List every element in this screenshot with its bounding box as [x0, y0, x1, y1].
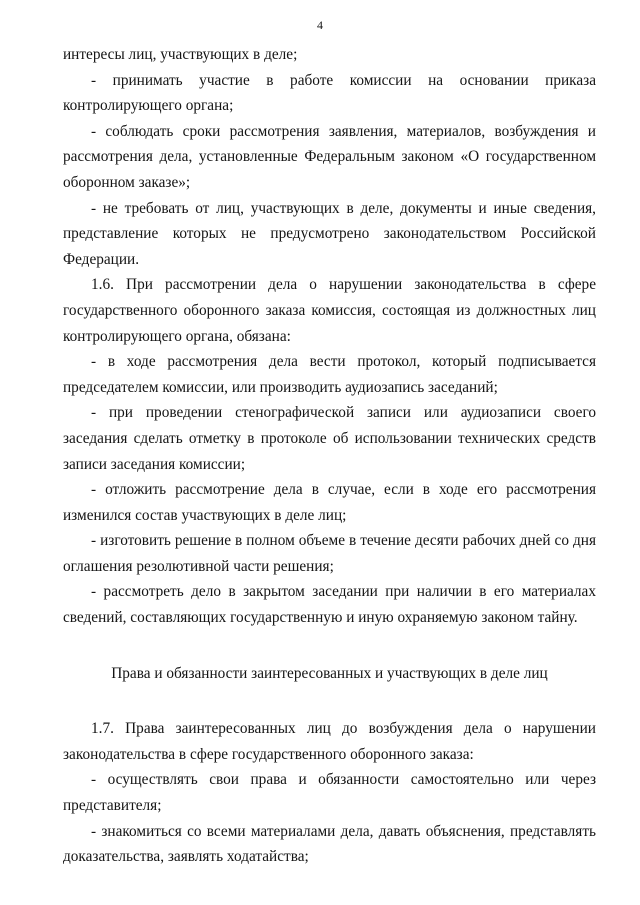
- text-line: изменился состав участвующих в деле лиц;: [63, 506, 347, 524]
- text-line: контролирующего органа;: [63, 97, 234, 115]
- text-line: 1.7. Права заинтересованных лиц до возбуждения дела о нарушении: [91, 720, 596, 738]
- text-line: представителя;: [63, 797, 162, 815]
- text-line: - соблюдать сроки рассмотрения заявления, материалов, возбуждения и: [91, 122, 596, 140]
- text-line: 1.6. При рассмотрении дела о нарушении законодательства в сфере: [91, 276, 596, 294]
- text-line: заседания сделать отметку в протоколе об использовании технических средств: [63, 429, 596, 447]
- text-line: - не требовать от лиц, участвующих в деле, документы и иные сведения,: [91, 199, 596, 217]
- text-line: доказательства, заявлять ходатайства;: [63, 848, 309, 866]
- text-line: - изготовить решение в полном объеме в течение десяти рабочих дней со дня: [91, 532, 596, 550]
- text-line: сведений, составляющих государственную и иную охраняемую законом тайну.: [63, 609, 578, 627]
- text-line: - при проведении стенографической записи или аудиозаписи своего: [91, 404, 596, 422]
- text-line: - принимать участие в работе комиссии на основании приказа: [91, 71, 596, 89]
- body-text-bottom: [63, 716, 596, 870]
- text-line: контролирующего органа, обязана:: [63, 327, 291, 345]
- text-line: рассмотрения дела, установленные Федеральным законом «О государственном: [63, 148, 596, 166]
- page-number: 4: [317, 18, 323, 32]
- text-line: законодательства в сфере государственного оборонного заказа:: [63, 745, 474, 763]
- text-line: представление которых не предусмотрено законодательством Российской: [63, 225, 596, 243]
- text-line: - рассмотреть дело в закрытом заседании при наличии в его материалах: [91, 583, 596, 601]
- text-line: - осуществлять свои права и обязанности самостоятельно или через: [91, 771, 596, 789]
- section-spacer: [63, 631, 596, 661]
- document-body: [63, 42, 596, 870]
- text-line: интересы лиц, участвующих в деле;: [63, 46, 298, 63]
- text-line: председателем комиссии, или производить аудиозапись заседаний;: [63, 378, 498, 396]
- section-heading: Права и обязанности заинтересованных и участвующих в деле лиц: [111, 664, 548, 682]
- text-line: - знакомиться со всеми материалами дела, давать объяснения, представлять: [91, 822, 596, 840]
- section-spacer: [63, 686, 596, 716]
- text-line: записи заседания комиссии;: [63, 455, 246, 473]
- text-line: Федерации.: [63, 250, 140, 268]
- body-text-top: [63, 42, 596, 631]
- text-line: - отложить рассмотрение дела в случае, если в ходе его рассмотрения: [91, 481, 596, 499]
- text-line: - в ходе рассмотрения дела вести протокол, который подписывается: [91, 353, 596, 371]
- text-line: оглашения резолютивной части решения;: [63, 557, 334, 575]
- text-line: оборонном заказе»;: [63, 173, 191, 191]
- text-line: государственного оборонного заказа комиссия, состоящая из должностных лиц: [63, 301, 596, 319]
